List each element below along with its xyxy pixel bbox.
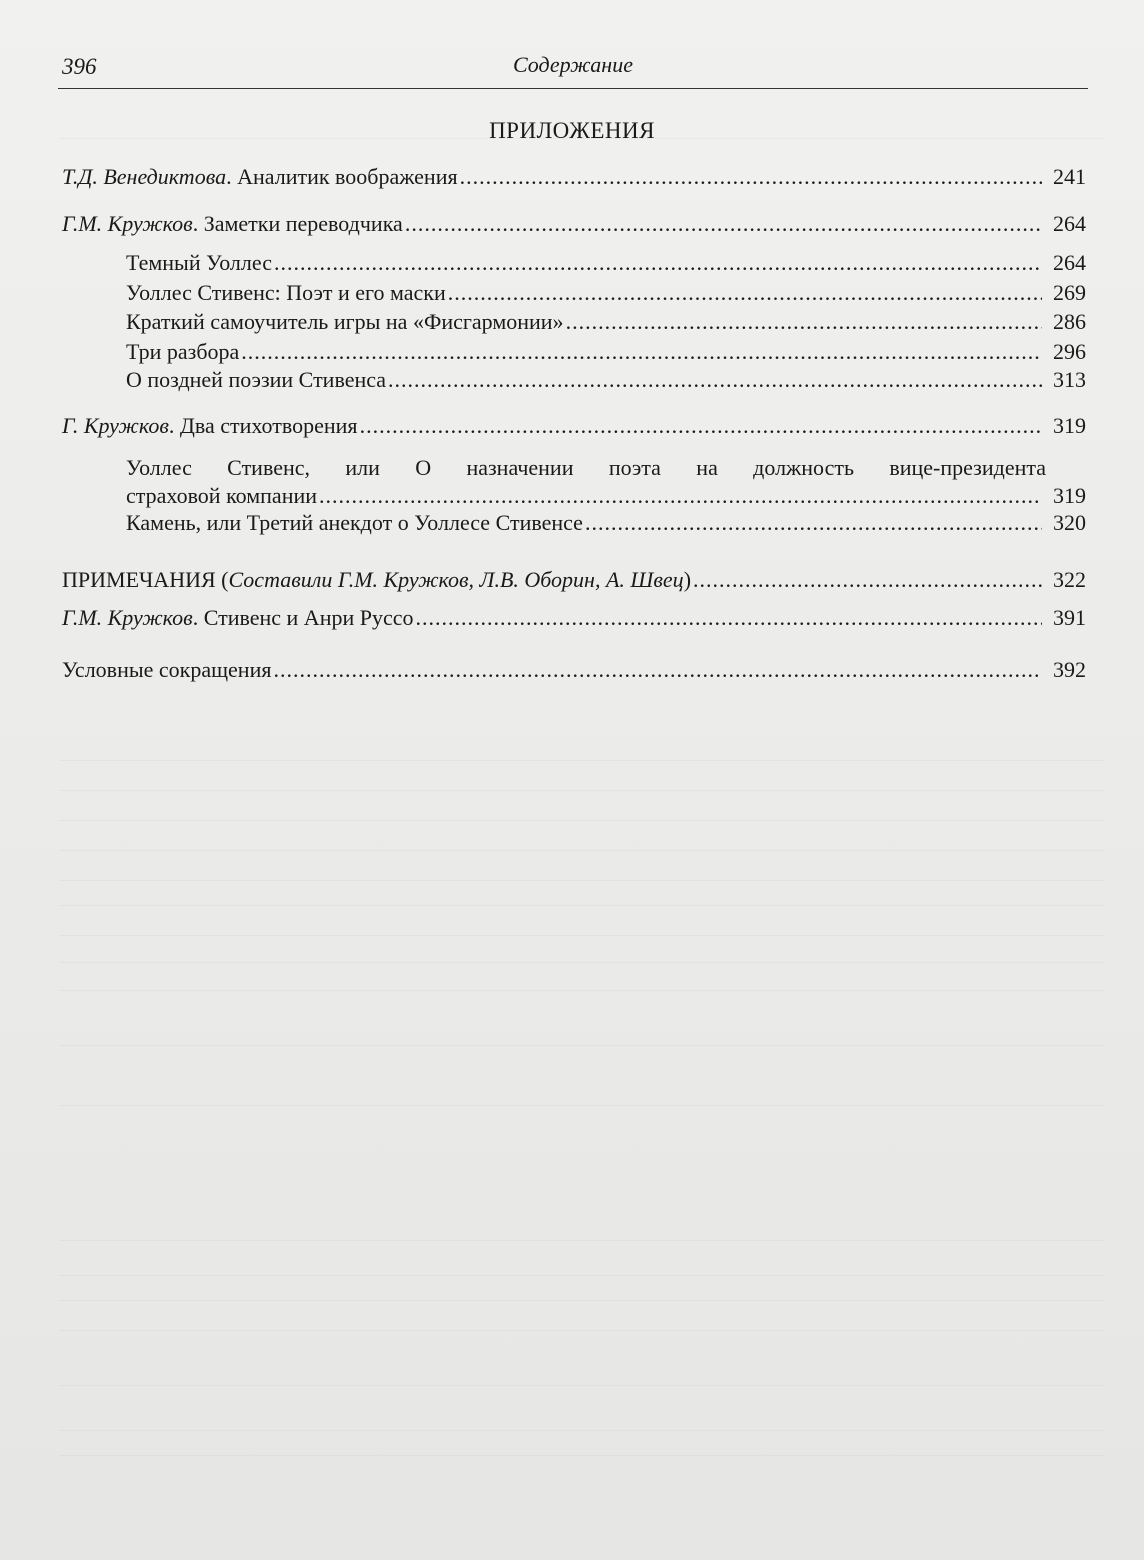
entry-credit: Составили Г.М. Кружков, Л.В. Оборин, А. Швец — [228, 567, 684, 592]
entry-page: 319 — [1053, 413, 1086, 438]
toc-subentry[interactable] — [126, 249, 1086, 277]
toc-entry[interactable]: Г.М. Кружков. Заметки переводчика ..... 264 — [62, 210, 1086, 238]
entry-title: Два стихотворения — [179, 413, 358, 438]
entry-author: Г. Кружков — [62, 413, 169, 438]
entry-page: 322 — [1053, 567, 1086, 592]
dot-leader — [273, 656, 1042, 684]
entry-page: 286 — [1053, 309, 1086, 334]
toc-entry[interactable]: Г. Кружков. Два стихотворения ..... 319 — [62, 412, 1086, 440]
toc-subentry[interactable] — [126, 482, 1086, 510]
entry-author: Г.М. Кружков — [62, 605, 193, 630]
entry-page: 296 — [1053, 339, 1086, 364]
entry-title: Уоллес Стивенс: Поэт и его маски — [126, 280, 446, 305]
entry-title: Стивенс и Анри Руссо — [203, 605, 414, 630]
entry-title: Аналитик воображения — [237, 164, 458, 189]
entry-title: ПРИМЕЧАНИЯ — [62, 567, 216, 592]
dot-leader — [693, 566, 1042, 594]
entry-page: 319 — [1053, 483, 1086, 508]
entry-title: Краткий самоучитель игры на «Фисгармонии» — [126, 309, 564, 334]
entry-title: Заметки переводчика — [203, 211, 403, 236]
entry-title: Условные сокращения — [62, 657, 272, 682]
toc-subentry[interactable] — [126, 509, 1086, 537]
toc-entry[interactable] — [62, 656, 1086, 684]
dot-leader — [416, 604, 1042, 632]
toc-entry[interactable]: ПРИМЕЧАНИЯ (Составили Г.М. Кружков, Л.В. Оборин, А. Швец) ..... 322 — [62, 566, 1086, 594]
toc-entry[interactable]: Г.М. Кружков. Стивенс и Анри Руссо ..... 391 — [62, 604, 1086, 632]
toc-subentry[interactable] — [126, 366, 1086, 394]
entry-title: О поздней поэзии Стивенса — [126, 367, 387, 392]
entry-page: 269 — [1053, 280, 1086, 305]
page-number: 396 — [62, 54, 97, 79]
entry-title: Камень, или Третий анекдот о Уоллесе Стивенсе — [126, 510, 583, 535]
entry-title-line2: страховой компании — [126, 483, 318, 508]
dot-leader — [448, 279, 1042, 307]
dot-leader — [319, 482, 1042, 510]
section-title: ПРИЛОЖЕНИЯ — [489, 118, 655, 143]
entry-author: Г.М. Кружков — [62, 211, 193, 236]
entry-page: 391 — [1053, 605, 1086, 630]
dot-leader — [274, 249, 1042, 277]
entry-page: 392 — [1053, 657, 1086, 682]
entry-page: 264 — [1053, 250, 1086, 275]
entry-author: Т.Д. Венедиктова — [62, 164, 227, 189]
entry-page: 241 — [1053, 164, 1086, 189]
toc-subentry[interactable] — [126, 338, 1086, 366]
entry-page: 320 — [1053, 510, 1086, 535]
dot-leader — [585, 509, 1042, 537]
dot-leader — [405, 210, 1042, 238]
entry-title: Три разбора — [126, 339, 240, 364]
dot-leader — [460, 163, 1042, 191]
entry-title: Темный Уоллес — [126, 250, 272, 275]
toc-entry[interactable]: Т.Д. Венедиктова. Аналитик воображения ..... 241 — [62, 163, 1086, 191]
dot-leader — [241, 338, 1042, 366]
entry-page: 264 — [1053, 211, 1086, 236]
entry-page: 313 — [1053, 367, 1086, 392]
toc-subentry[interactable] — [126, 279, 1086, 307]
toc-subentry[interactable] — [126, 308, 1086, 336]
dot-leader — [566, 308, 1042, 336]
running-head: Содержание — [512, 52, 633, 77]
page-header — [58, 48, 1088, 89]
dot-leader — [360, 412, 1042, 440]
dot-leader — [388, 366, 1042, 394]
entry-title-line1: Уоллес Стивенс, или О назначении поэта на должность вице-президента — [126, 455, 1046, 480]
